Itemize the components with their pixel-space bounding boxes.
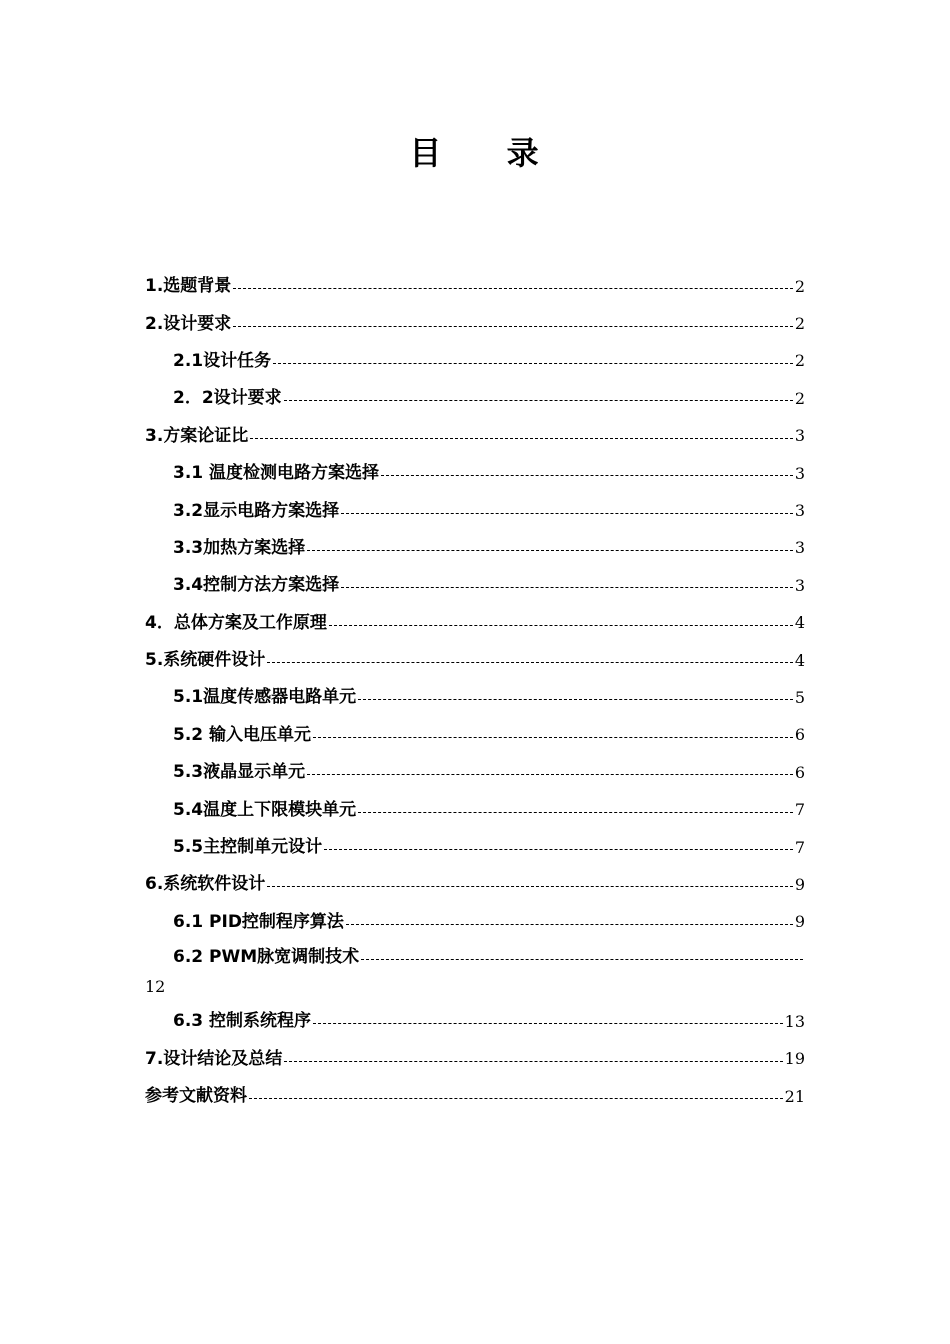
toc-label: 5.4温度上下限模块单元 bbox=[173, 799, 357, 820]
toc-leader bbox=[284, 1061, 782, 1062]
toc-leader bbox=[313, 1023, 783, 1024]
toc-entry[interactable] bbox=[145, 791, 805, 828]
toc-page: 3 bbox=[794, 426, 805, 446]
toc-page: 12 bbox=[145, 976, 166, 996]
toc-entry[interactable] bbox=[145, 941, 805, 1003]
toc-entry[interactable] bbox=[145, 1040, 805, 1077]
toc-page: 9 bbox=[794, 912, 805, 932]
toc-page: 2 bbox=[794, 388, 805, 408]
toc-label: 2．2设计要求 bbox=[173, 388, 282, 409]
toc-leader bbox=[358, 699, 793, 700]
toc-label: 5.5主控制单元设计 bbox=[173, 837, 323, 858]
toc-entry[interactable] bbox=[145, 679, 805, 716]
toc-leader bbox=[284, 400, 793, 401]
toc-leader bbox=[273, 363, 793, 364]
toc-entry[interactable] bbox=[145, 268, 805, 305]
toc-leader bbox=[307, 550, 793, 551]
toc-page: 19 bbox=[784, 1049, 805, 1069]
toc-label: 2.1设计任务 bbox=[173, 350, 272, 371]
toc-label: 5.3液晶显示单元 bbox=[173, 762, 306, 783]
toc-entry[interactable] bbox=[145, 418, 805, 455]
toc-entry[interactable] bbox=[145, 605, 805, 642]
toc-label: 5.2 输入电压单元 bbox=[173, 724, 312, 745]
toc-label: 3.2显示电路方案选择 bbox=[173, 500, 340, 521]
toc-label: 4．总体方案及工作原理 bbox=[145, 612, 327, 633]
toc-label: 2.设计要求 bbox=[145, 313, 232, 334]
toc-leader bbox=[346, 924, 793, 925]
table-of-contents bbox=[145, 268, 805, 1115]
toc-leader bbox=[381, 475, 793, 476]
toc-page: 2 bbox=[794, 276, 805, 296]
toc-page: 3 bbox=[794, 463, 805, 483]
toc-entry[interactable] bbox=[145, 866, 805, 903]
toc-label: 5.系统硬件设计 bbox=[145, 650, 266, 671]
toc-label: 6.1 PID控制程序算法 bbox=[173, 911, 344, 932]
toc-leader bbox=[324, 849, 793, 850]
toc-leader bbox=[329, 625, 793, 626]
toc-leader bbox=[267, 662, 793, 663]
toc-entry[interactable] bbox=[145, 343, 805, 380]
toc-page: 13 bbox=[784, 1011, 805, 1031]
toc-label: 3.4控制方法方案选择 bbox=[173, 575, 340, 596]
toc-entry[interactable] bbox=[145, 492, 805, 529]
toc-page: 6 bbox=[794, 725, 805, 745]
toc-page: 6 bbox=[794, 762, 805, 782]
toc-leader bbox=[358, 812, 793, 813]
page-title: 目 录 bbox=[409, 134, 541, 172]
toc-entry[interactable] bbox=[145, 754, 805, 791]
toc-page: 9 bbox=[794, 874, 805, 894]
toc-leader bbox=[233, 326, 793, 327]
toc-leader bbox=[249, 1098, 783, 1099]
toc-leader bbox=[313, 737, 793, 738]
toc-entry[interactable] bbox=[145, 1078, 805, 1115]
toc-leader bbox=[307, 774, 793, 775]
toc-entry[interactable] bbox=[145, 1003, 805, 1040]
toc-page: 21 bbox=[784, 1086, 805, 1106]
toc-page: 3 bbox=[794, 501, 805, 521]
toc-leader bbox=[361, 959, 803, 960]
toc-page: 2 bbox=[794, 314, 805, 334]
toc-label: 3.方案论证比 bbox=[145, 425, 249, 446]
toc-entry[interactable] bbox=[145, 717, 805, 754]
toc-label: 1.选题背景 bbox=[145, 276, 232, 297]
toc-label: 7.设计结论及总结 bbox=[145, 1048, 283, 1069]
toc-leader bbox=[267, 886, 793, 887]
toc-label: 6.系统软件设计 bbox=[145, 874, 266, 895]
toc-label: 参考文献资料 bbox=[145, 1086, 247, 1106]
toc-entry[interactable] bbox=[145, 642, 805, 679]
toc-label: 6.2 PWM脉宽调制技术 bbox=[173, 947, 360, 968]
toc-entry[interactable] bbox=[145, 530, 805, 567]
toc-label: 6.3 控制系统程序 bbox=[173, 1011, 312, 1032]
toc-page: 7 bbox=[794, 837, 805, 857]
toc-label: 3.1 温度检测电路方案选择 bbox=[173, 463, 380, 484]
toc-entry[interactable] bbox=[145, 904, 805, 941]
toc-leader bbox=[341, 587, 793, 588]
toc-page: 4 bbox=[794, 650, 805, 670]
toc-leader bbox=[233, 288, 793, 289]
toc-leader bbox=[250, 438, 793, 439]
toc-entry[interactable] bbox=[145, 829, 805, 866]
toc-leader bbox=[341, 513, 793, 514]
toc-entry[interactable] bbox=[145, 305, 805, 342]
toc-entry[interactable] bbox=[145, 567, 805, 604]
toc-page: 3 bbox=[794, 575, 805, 595]
toc-label: 3.3加热方案选择 bbox=[173, 537, 306, 558]
toc-page: 5 bbox=[794, 687, 805, 707]
toc-entry[interactable] bbox=[145, 455, 805, 492]
toc-entry[interactable] bbox=[145, 380, 805, 417]
toc-page: 2 bbox=[794, 351, 805, 371]
toc-label: 5.1温度传感器电路单元 bbox=[173, 687, 357, 708]
toc-page: 4 bbox=[794, 613, 805, 633]
toc-page: 7 bbox=[794, 800, 805, 820]
toc-page: 3 bbox=[794, 538, 805, 558]
